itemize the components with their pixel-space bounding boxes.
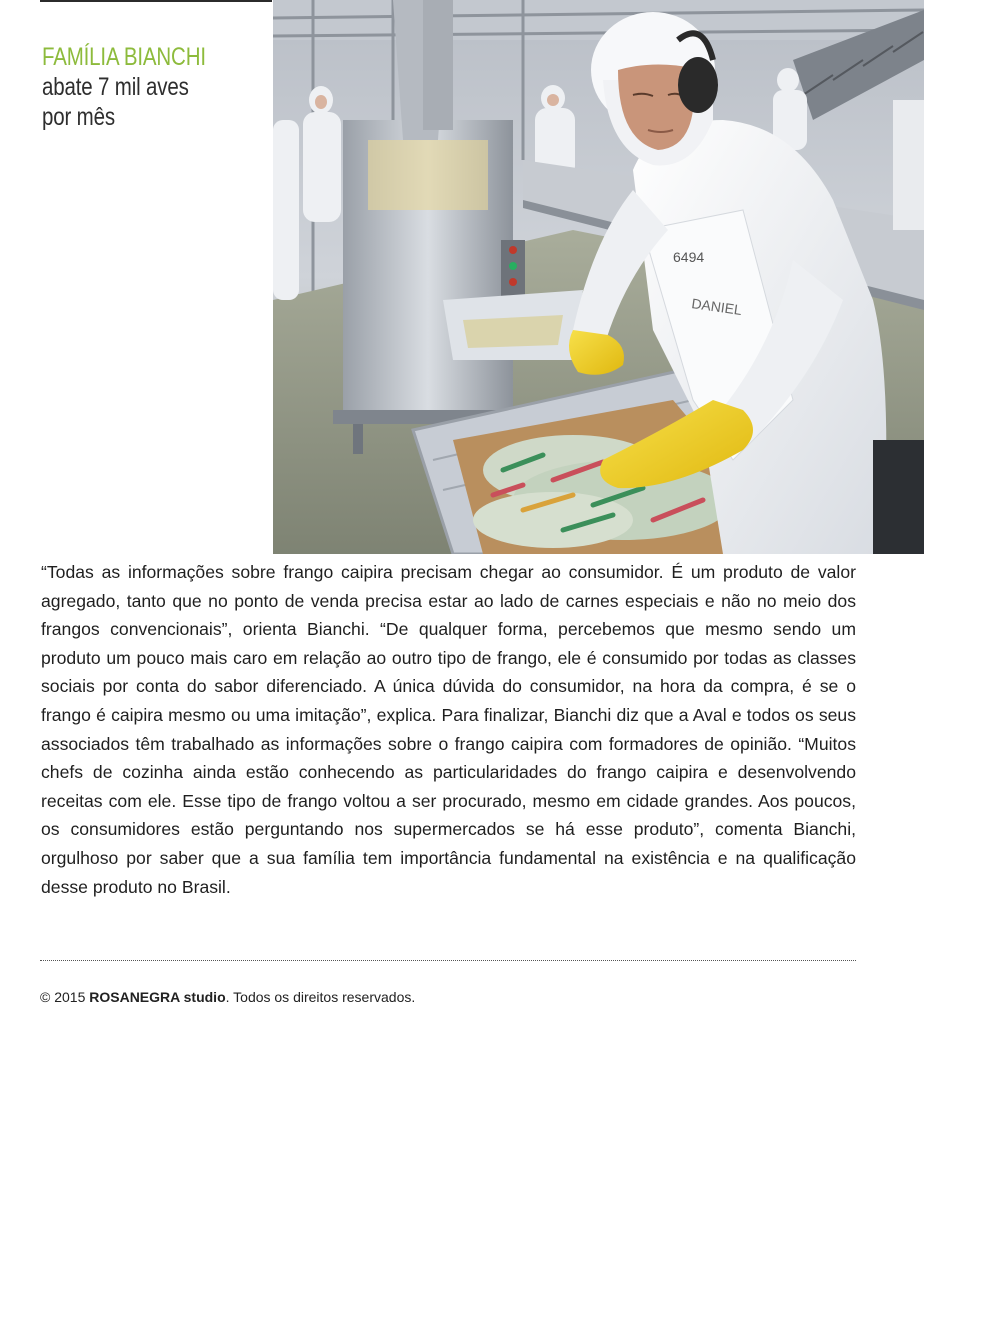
copyright-footer xyxy=(40,987,415,1007)
factory-worker-photo xyxy=(273,0,924,554)
caption-line-1: abate 7 mil aves xyxy=(42,73,189,101)
studio-brand: ROSANEGRA studio xyxy=(89,989,226,1005)
svg-text:DANIEL: DANIEL xyxy=(690,295,743,319)
top-rule xyxy=(40,0,272,2)
article-paragraph: “Todas as informações sobre frango caipira precisam chegar ao consumidor. É um produto de valor agregado, tanto que no ponto de venda precisa estar ao lado de carnes especiais e não no meio dos frangos convencionais”, orienta Bianchi. “De qualquer forma, percebemos que mesmo sendo um produto um pouco mais caro em relação ao outro tipo de frango, ele é consumido por todas as classes sociais por conta do sabor diferenciado. A única dúvida do consumidor, na hora da compra, é se o frango é caipira mesmo ou uma imitação”, explica. Para finalizar, Bianchi diz que a Aval e todos os seus associados têm trabalhado as informações sobre o frango caipira com formadores de opinião. “Muitos chefs de cozinha ainda estão conhecendo as particularidades do frango caipira e desenvolvendo receitas com ele. Esse tipo de frango voltou a ser procurado, mesmo em cidade grandes. Aos poucos, os consumidores estão perguntando nos supermercados se há esse produto”, comenta Bianchi, orgulhoso por saber que a sua família tem importância fundamental na existência e na qualificação desse produto no Brasil. xyxy=(41,562,856,897)
photo-caption xyxy=(42,42,262,132)
copyright-suffix: . Todos os direitos reservados. xyxy=(225,989,416,1005)
caption-title: FAMÍLIA BIANCHI xyxy=(42,43,206,71)
copyright-prefix: © 2015 xyxy=(40,989,90,1005)
footer-divider xyxy=(40,960,856,961)
svg-text:6494: 6494 xyxy=(673,249,705,265)
caption-line-2: por mês xyxy=(42,103,115,131)
